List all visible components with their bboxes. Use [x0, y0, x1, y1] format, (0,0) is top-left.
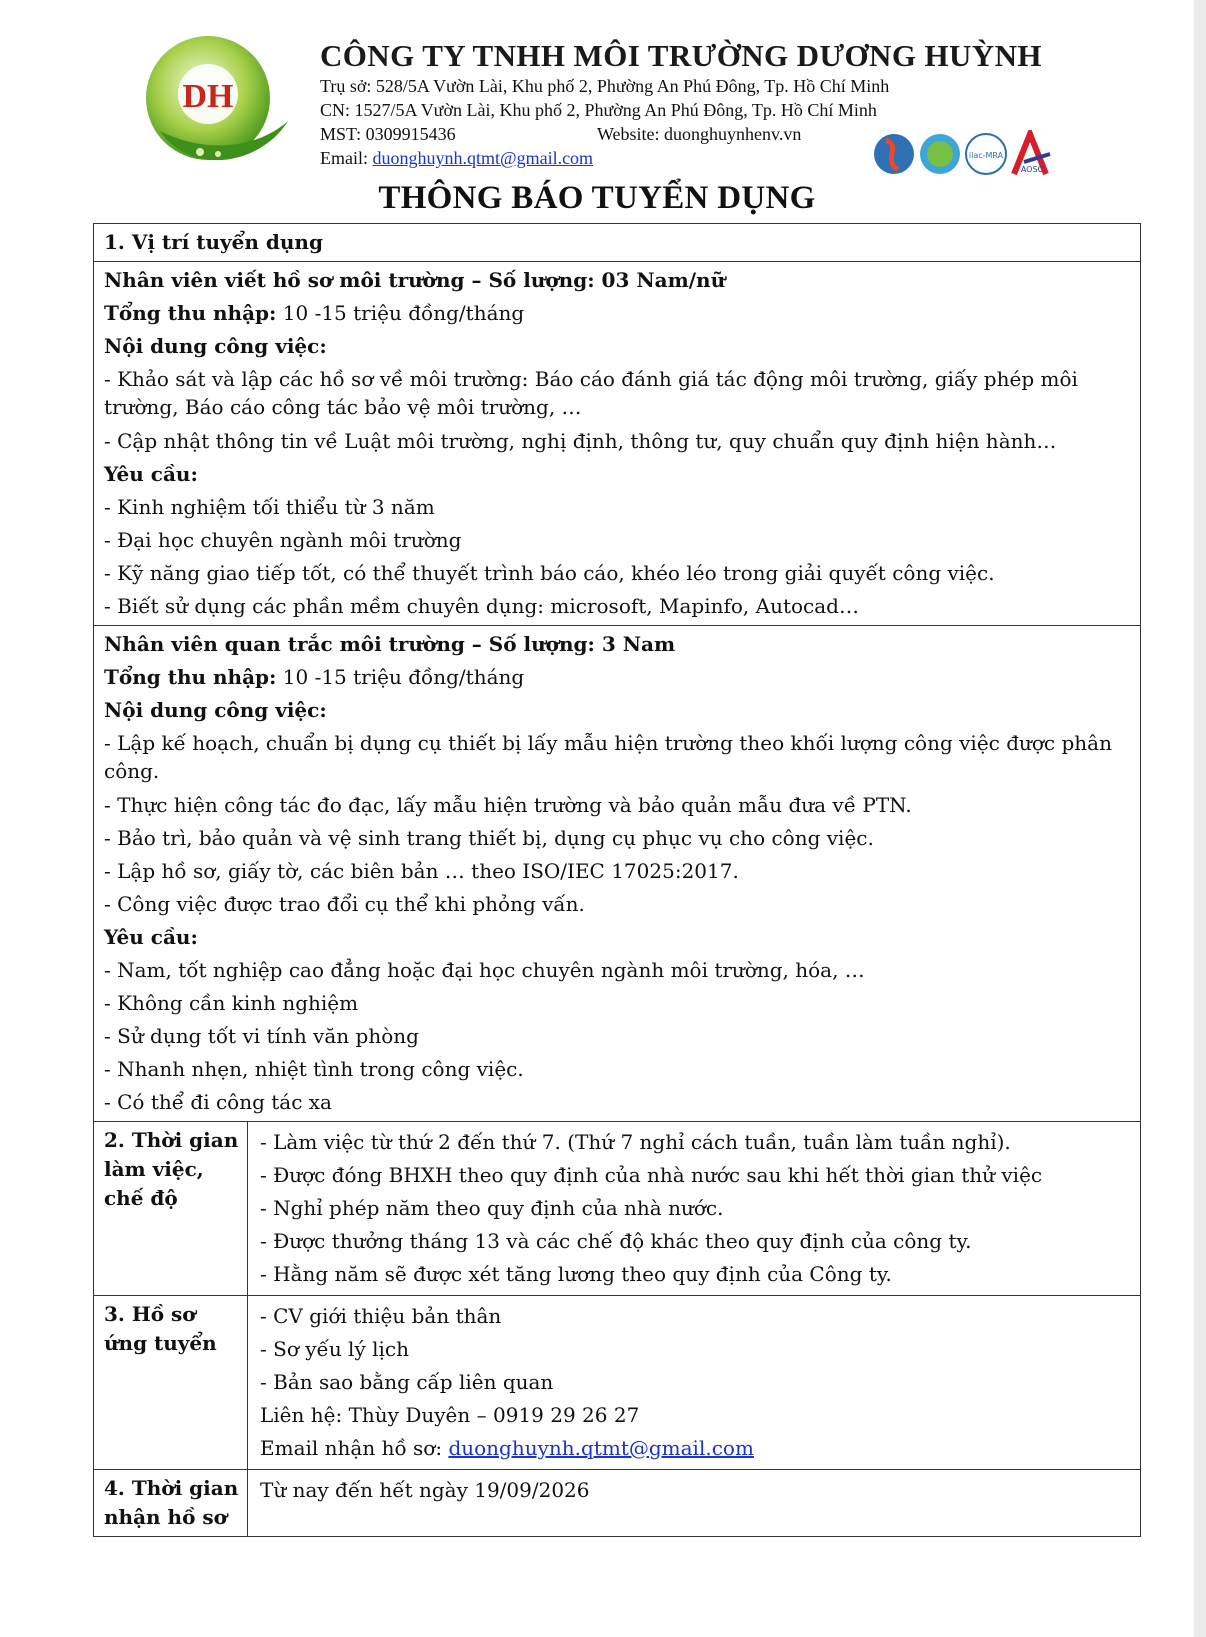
application-email-label: Email nhận hồ sơ:	[260, 1436, 449, 1460]
section3-content	[248, 1296, 1141, 1470]
cert-logo-2	[920, 134, 960, 174]
benefit-item: - Hằng năm sẽ được xét tăng lương theo quy định của Công ty.	[260, 1262, 892, 1286]
website: Website: duonghuynhenv.vn	[597, 124, 802, 144]
section3-row	[94, 1296, 1141, 1470]
job2-duty-item: - Lập hồ sơ, giấy tờ, các biên bản … theo ISO/IEC 17025:2017.	[104, 859, 739, 883]
job2-income-value: 10 -15 triệu đồng/tháng	[276, 665, 525, 689]
job2-req-item: - Sử dụng tốt vi tính văn phòng	[104, 1024, 419, 1048]
job1-income-value: 10 -15 triệu đồng/tháng	[276, 301, 525, 325]
deadline-text: Từ nay đến hết ngày 19/09/2026	[260, 1478, 590, 1502]
benefit-item: - Được thưởng tháng 13 và các chế độ khác theo quy định của công ty.	[260, 1229, 972, 1253]
section4-label-line: 4. Thời gian	[104, 1476, 239, 1500]
section3-label-line: 3. Hồ sơ	[104, 1302, 196, 1326]
job1-req-item: - Đại học chuyên ngành môi trường	[104, 528, 462, 552]
svg-text:DH: DH	[182, 78, 234, 115]
job2-duty-item: - Thực hiện công tác đo đạc, lấy mẫu hiện trường và bảo quản mẫu đưa về PTN.	[104, 793, 912, 817]
job1-title: Nhân viên viết hồ sơ môi trường – Số lượng: 03 Nam/nữ	[104, 268, 726, 292]
benefit-item: - Làm việc từ thứ 2 đến thứ 7. (Thứ 7 nghỉ cách tuần, tuần làm tuần nghỉ).	[260, 1130, 1011, 1154]
job2-duty-item: - Bảo trì, bảo quản và vệ sinh trang thiết bị, dụng cụ phục vụ cho công việc.	[104, 826, 874, 850]
section3-label	[94, 1296, 248, 1470]
section2-label-line: làm việc,	[104, 1157, 204, 1181]
document-item: - Bản sao bằng cấp liên quan	[260, 1370, 554, 1394]
job1-duty-item: - Cập nhật thông tin về Luật môi trường, nghị định, thông tư, quy chuẩn quy định hiện hành…	[104, 429, 1057, 453]
section2-content	[248, 1122, 1141, 1296]
job1-row	[94, 262, 1141, 626]
job2-duty-item: - Công việc được trao đổi cụ thể khi phỏng vấn.	[104, 892, 585, 916]
job1-req-item: - Kinh nghiệm tối thiểu từ 3 năm	[104, 495, 435, 519]
job2-row	[94, 626, 1141, 1122]
section1-heading: 1. Vị trí tuyển dụng	[104, 230, 323, 254]
document-item: - CV giới thiệu bản thân	[260, 1304, 502, 1328]
section2-label-line: chế độ	[104, 1186, 178, 1210]
job2-req-item: - Có thể đi công tác xa	[104, 1090, 332, 1114]
company-logo	[140, 36, 290, 171]
section3-label-line: ứng tuyển	[104, 1331, 217, 1355]
contact-info: Liên hệ: Thùy Duyên – 0919 29 26 27	[260, 1403, 640, 1427]
job2-duty-item: - Lập kế hoạch, chuẩn bị dụng cụ thiết bị lấy mẫu hiện trường theo khối lượng công việc được phân công.	[104, 731, 1112, 783]
section4-row	[94, 1470, 1141, 1537]
job2-income	[104, 661, 1130, 694]
head-office-address: Trụ sở: 528/5A Vườn Lài, Khu phố 2, Phường An Phú Đông, Tp. Hồ Chí Minh	[320, 76, 890, 96]
job2-duties-heading: Nội dung công việc:	[104, 698, 327, 722]
section4-content	[248, 1470, 1141, 1537]
benefit-item: - Nghỉ phép năm theo quy định của nhà nước.	[260, 1196, 724, 1220]
document-item: - Sơ yếu lý lịch	[260, 1337, 409, 1361]
cert-logo-1	[874, 134, 914, 174]
job1-duty-item: - Khảo sát và lập các hồ sơ về môi trường: Báo cáo đánh giá tác động môi trường, giấy phép môi trường, Báo cáo công tác bảo vệ môi trường, …	[104, 367, 1078, 419]
job1-req-heading: Yêu cầu:	[104, 462, 198, 486]
job1-income-label: Tổng thu nhập:	[104, 301, 277, 325]
aosc-logo	[1014, 134, 1050, 174]
job2-income-label: Tổng thu nhập:	[104, 665, 277, 689]
email-label: Email:	[320, 148, 373, 168]
benefit-item: - Được đóng BHXH theo quy định của nhà nước sau khi hết thời gian thử việc	[260, 1163, 1043, 1187]
section2-row	[94, 1122, 1141, 1296]
svg-text:ilac-MRA: ilac-MRA	[968, 151, 1004, 160]
company-email-link[interactable]: duonghuynh.qtmt@gmail.com	[372, 148, 594, 168]
svg-text:AOSC: AOSC	[1020, 165, 1044, 174]
ilac-mra-logo	[966, 134, 1006, 174]
job1-income	[104, 297, 1130, 330]
section2-label	[94, 1122, 248, 1296]
job1-req-item: - Kỹ năng giao tiếp tốt, có thể thuyết trình báo cáo, khéo léo trong giải quyết công việc.	[104, 561, 995, 585]
certification-logos	[872, 130, 1072, 180]
section4-label	[94, 1470, 248, 1537]
job2-req-item: - Nam, tốt nghiệp cao đẳng hoặc đại học chuyên ngành môi trường, hóa, …	[104, 958, 865, 982]
job1-req-item: - Biết sử dụng các phần mềm chuyên dụng: microsoft, Mapinfo, Autocad…	[104, 594, 859, 618]
document-title: THÔNG BÁO TUYỂN DỤNG	[378, 180, 816, 216]
branch-address: CN: 1527/5A Vườn Lài, Khu phố 2, Phường An Phú Đông, Tp. Hồ Chí Minh	[320, 100, 877, 120]
tax-code: MST: 0309915436	[320, 124, 456, 144]
section2-label-line: 2. Thời gian	[104, 1128, 239, 1152]
application-email-link[interactable]: duonghuynh.qtmt@gmail.com	[448, 1436, 754, 1460]
section1-heading-row	[94, 224, 1141, 262]
job2-title: Nhân viên quan trắc môi trường – Số lượng: 3 Nam	[104, 632, 676, 656]
job2-req-item: - Nhanh nhẹn, nhiệt tình trong công việc.	[104, 1057, 524, 1081]
job2-req-item: - Không cần kinh nghiệm	[104, 991, 359, 1015]
application-email-row	[260, 1432, 1130, 1465]
job1-duties-heading: Nội dung công việc:	[104, 334, 327, 358]
company-name: CÔNG TY TNHH MÔI TRƯỜNG DƯƠNG HUỲNH	[320, 38, 1042, 73]
section4-label-line: nhận hồ sơ	[104, 1505, 227, 1529]
job2-req-heading: Yêu cầu:	[104, 925, 198, 949]
recruitment-table	[93, 223, 1141, 1537]
